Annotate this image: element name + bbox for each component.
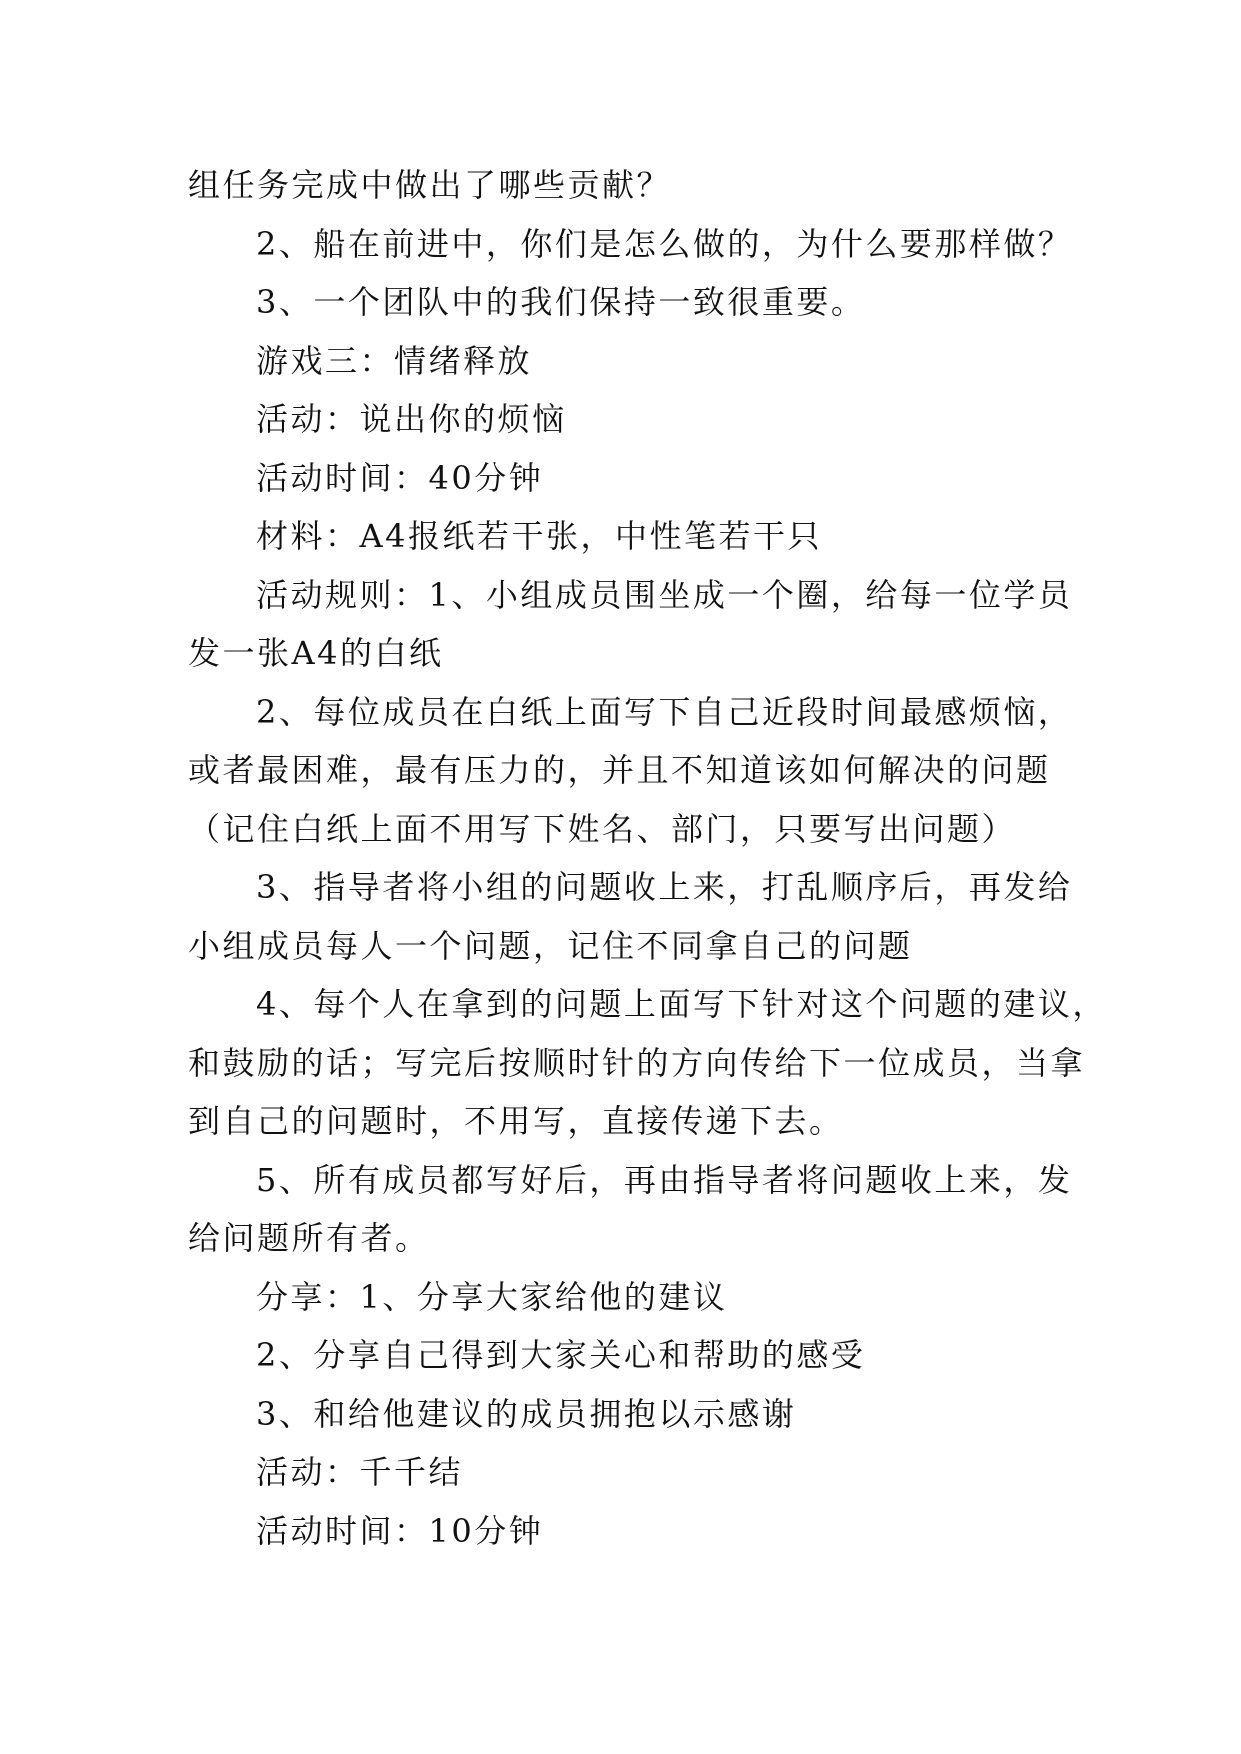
activity-title: 活动：说出你的烦恼 [256,400,567,438]
rules-line-1: 活动规则：1、小组成员围坐成一个圈，给每一位学员 [256,575,1073,614]
rules-line-4: 4、每个人在拿到的问题上面写下针对这个问题的建议， [256,985,1107,1023]
rules-line-4-cont-b: 到自己的问题时，不用写，直接传递下去。 [188,1102,844,1140]
rules-line-2-cont-b: （记住白纸上面不用写下姓名、部门，只要写出问题） [188,809,1017,848]
text-line-2: 2、船在前进中，你们是怎么做的，为什么要那样做？ [256,224,1073,263]
rules-line-3-cont: 小组成员每人一个问题，记住不同拿自己的问题 [188,926,913,965]
text-line-1: 组任务完成中做出了哪些贡献？ [188,166,672,204]
text-line-3: 3、一个团队中的我们保持一致很重要。 [256,283,866,321]
share-line-1: 分享：1、分享大家给他的建议 [256,1277,728,1316]
section-heading-game-three: 游戏三：情绪释放 [256,341,533,380]
materials-line: 材料：A4报纸若干张，中性笔若干只 [256,517,822,555]
rules-line-3: 3、指导者将小组的问题收上来，打乱顺序后，再发给 [256,868,1073,906]
activity-duration: 活动时间：40分钟 [256,458,544,497]
activity-duration-2: 活动时间：10分钟 [256,1511,544,1550]
share-line-3: 3、和给他建议的成员拥抱以示感谢 [256,1394,797,1433]
share-line-2: 2、分享自己得到大家关心和帮助的感受 [256,1336,866,1374]
body-text [188,156,1107,1560]
rules-line-4-cont-a: 和鼓励的话；写完后按顺时针的方向传给下一位成员，当拿 [188,1043,1086,1082]
rules-line-5: 5、所有成员都写好后，再由指导者将问题收上来，发 [256,1160,1073,1199]
rules-line-2: 2、每位成员在白纸上面写下自己近段时间最感烦恼， [256,692,1073,731]
rules-line-5-cont: 给问题所有者。 [188,1219,430,1257]
activity-title-2: 活动：千千结 [256,1453,464,1491]
rules-line-1-cont: 发一张A4的白纸 [188,634,444,672]
rules-line-2-cont-a: 或者最困难，最有压力的，并且不知道该如何解决的问题 [188,751,1051,789]
